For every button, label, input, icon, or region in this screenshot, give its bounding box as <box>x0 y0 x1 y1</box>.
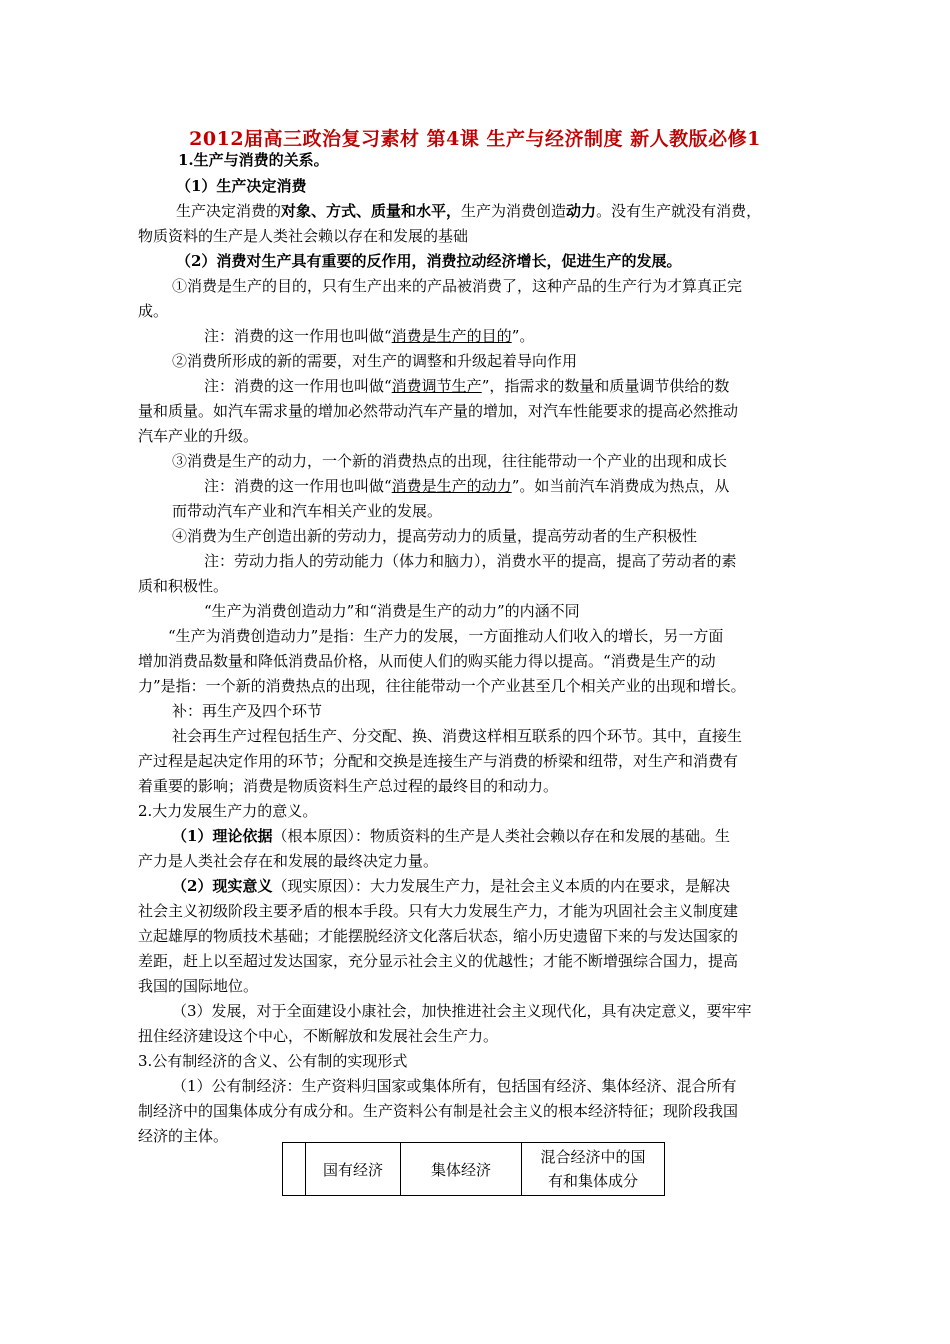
note-continuation: 质和积极性。 <box>138 577 229 595</box>
list-item: ④消费为生产创造出新的劳动力，提高劳动力的质量，提高劳动者的生产积极性 <box>172 527 698 545</box>
economy-table <box>282 1142 665 1196</box>
subheading-production-decides: （1）生产决定消费 <box>176 177 307 195</box>
paragraph-line: 产力是人类社会存在和发展的最终决定力量。 <box>138 852 439 870</box>
underlined-term: 消费是生产的动力 <box>391 477 512 495</box>
paragraph-line: 经济的主体。 <box>138 1127 229 1145</box>
paragraph-line: 着重要的影响；消费是物质资料生产总过程的最终目的和动力。 <box>138 777 559 795</box>
table-row <box>283 1143 665 1196</box>
underlined-term: 消费调节生产 <box>391 377 482 395</box>
paragraph-line: 扭住经济建设这个中心，不断解放和发展社会生产力。 <box>138 1027 499 1045</box>
paragraph-line: 增加消费品数量和降低消费品价格，从而使人们的购买能力得以提高。“消费是生产的动 <box>138 652 716 670</box>
paragraph-line: 制经济中的国集体成分有成分和。生产资料公有制是社会主义的根本经济特征；现阶段我国 <box>138 1102 739 1120</box>
list-item-continuation: 成。 <box>138 302 169 320</box>
paragraph-line: 力”是指：一个新的消费热点的出现，往往能带动一个产业甚至几个相关产业的出现和增长。 <box>138 677 746 695</box>
table-cell-empty <box>283 1143 306 1196</box>
paragraph-line: 物质资料的生产是人类社会赖以存在和发展的基础 <box>138 227 469 245</box>
paragraph-line: （2）现实意义（现实原因）：大力发展生产力，是社会主义本质的内在要求，是解决 <box>172 877 730 895</box>
underlined-term: 消费是生产的目的 <box>391 327 512 345</box>
note-continuation: 而带动汽车产业和汽车相关产业的发展。 <box>172 502 443 520</box>
list-item: ①消费是生产的目的，只有生产出来的产品被消费了，这种产品的生产行为才算真正完 <box>172 277 743 295</box>
section-3-heading: 3.公有制经济的含义、公有制的实现形式 <box>138 1052 408 1070</box>
note-line: 注：消费的这一作用也叫做“消费是生产的目的”。 <box>204 327 535 345</box>
paragraph-line: （3）发展，对于全面建设小康社会，加快推进社会主义现代化，具有决定意义，要牢牢 <box>172 1002 752 1020</box>
paragraph-line: 社会再生产过程包括生产、分交配、换、消费这样相互联系的四个环节。其中，直接生 <box>172 727 743 745</box>
note-line: 注：劳动力指人的劳动能力（体力和脑力），消费水平的提高，提高了劳动者的素 <box>204 552 737 570</box>
paragraph-line: 生产决定消费的对象、方式、质量和水平，生产为消费创造动力。没有生产就没有消费， <box>176 202 762 220</box>
note-continuation: 量和质量。如汽车需求量的增加必然带动汽车产量的增加，对汽车性能要求的提高必然推动 <box>138 402 739 420</box>
table-cell-mixed-economy: 混合经济中的国 有和集体成分 <box>522 1143 665 1196</box>
table-cell-state-economy: 国有经济 <box>306 1143 401 1196</box>
comparison-title: “生产为消费创造动力”和“消费是生产的动力”的内涵不同 <box>204 602 580 620</box>
paragraph-line: “生产为消费创造动力”是指：生产力的发展，一方面推动人们收入的增长，另一方面 <box>168 627 724 645</box>
subheading-consumption-reaction: （2）消费对生产具有重要的反作用，消费拉动经济增长，促进生产的发展。 <box>176 252 682 270</box>
paragraph-line: 差距，赶上以至超过发达国家，充分显示社会主义的优越性；才能不断增强综合国力，提高 <box>138 952 739 970</box>
section-1-heading: 1.生产与消费的关系。 <box>178 151 329 169</box>
note-line: 注：消费的这一作用也叫做“消费调节生产”，指需求的数量和质量调节供给的数 <box>204 377 730 395</box>
paragraph-line: （1）理论依据（根本原因）：物质资料的生产是人类社会赖以存在和发展的基础。生 <box>172 827 730 845</box>
note-line: 注：消费的这一作用也叫做“消费是生产的动力”。如当前汽车消费成为热点，从 <box>204 477 730 495</box>
paragraph-line: 社会主义初级阶段主要矛盾的根本手段。只有大力发展生产力，才能为巩固社会主义制度建 <box>138 902 739 920</box>
paragraph-line: 立起雄厚的物质技术基础；才能摆脱经济文化落后状态，缩小历史遗留下来的与发达国家的 <box>138 927 739 945</box>
table-cell-collective-economy: 集体经济 <box>401 1143 522 1196</box>
list-item: ②消费所形成的新的需要，对生产的调整和升级起着导向作用 <box>172 352 578 370</box>
paragraph-line: 我国的国际地位。 <box>138 977 259 995</box>
list-item: ③消费是生产的动力，一个新的消费热点的出现，往往能带动一个产业的出现和成长 <box>172 452 728 470</box>
paragraph-line: 产过程是起决定作用的环节；分配和交换是连接生产与消费的桥梁和纽带，对生产和消费有 <box>138 752 739 770</box>
supplement-heading: 补：再生产及四个环节 <box>172 702 323 720</box>
note-continuation: 汽车产业的升级。 <box>138 427 259 445</box>
section-2-heading: 2.大力发展生产力的意义。 <box>138 802 318 820</box>
paragraph-line: （1）公有制经济：生产资料归国家或集体所有，包括国有经济、集体经济、混合所有 <box>172 1077 737 1095</box>
document-title: 2012届高三政治复习素材 第4课 生产与经济制度 新人教版必修1 <box>189 128 761 150</box>
